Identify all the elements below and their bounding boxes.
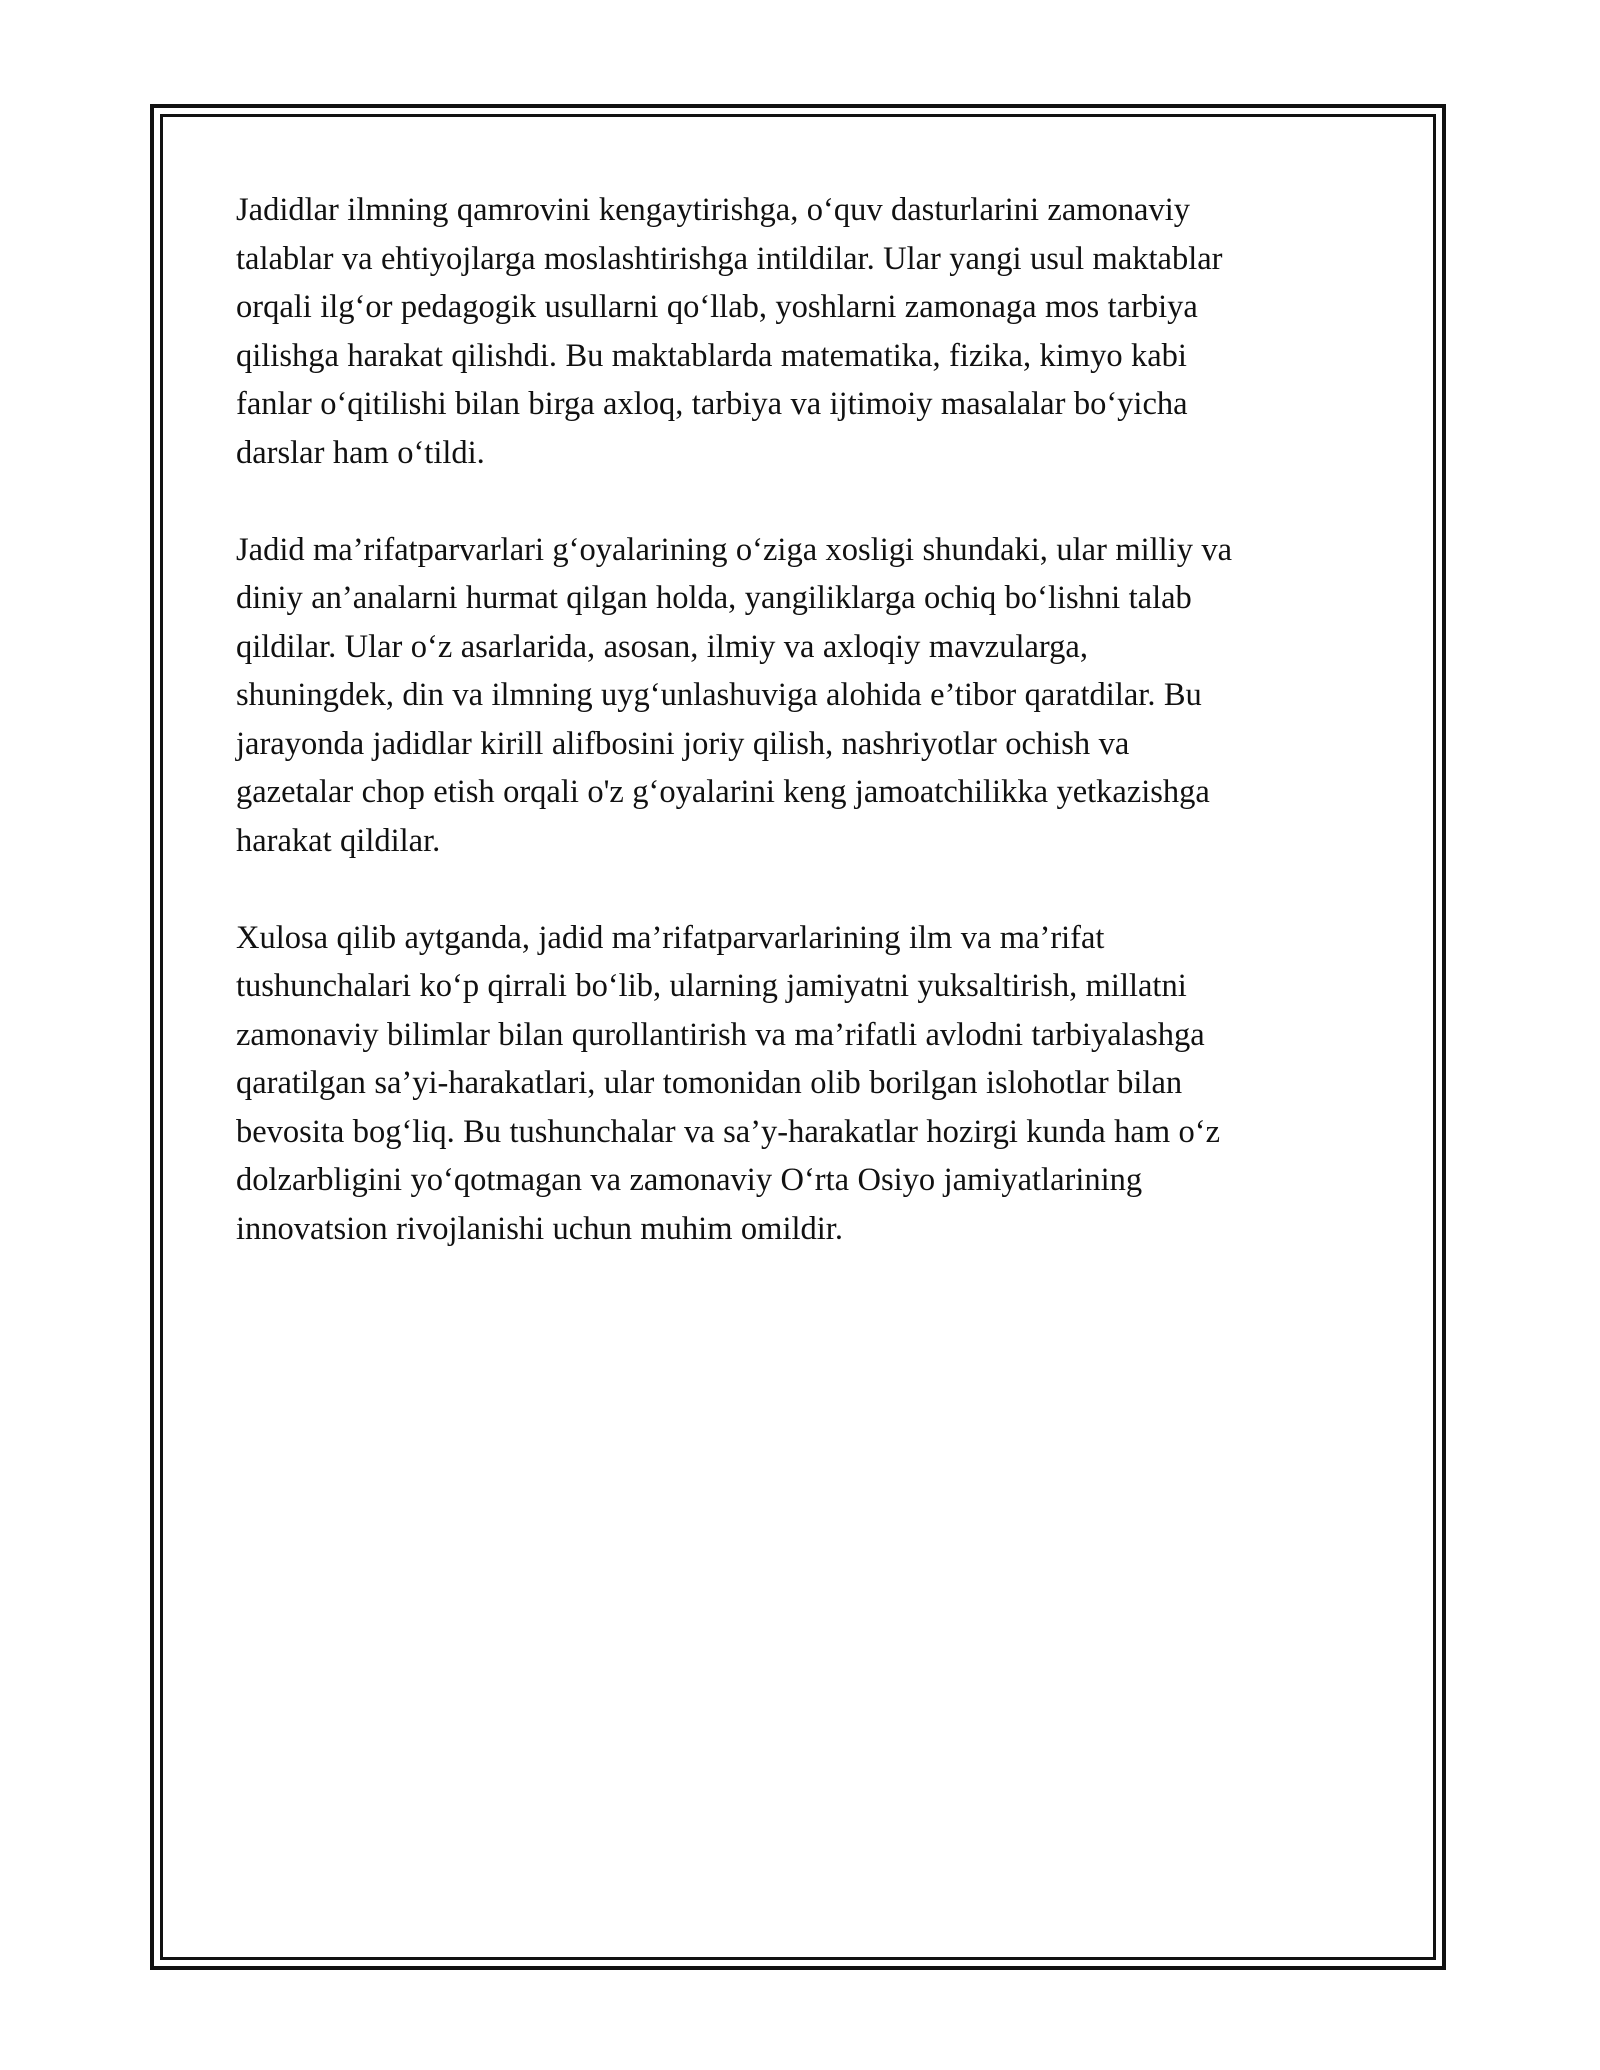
paragraph-line: diniy an’analarni hurmat qilgan holda, yangiliklarga ochiq bo‘lishni talab <box>236 580 1192 616</box>
paragraph-3 <box>236 914 1366 1254</box>
paragraph-line: qildilar. Ular o‘z asarlarida, asosan, ilmiy va axloqiy mavzularga, <box>236 628 1088 665</box>
paragraph-line: harakat qildilar. <box>236 822 441 859</box>
paragraph-line: darslar ham o‘tildi. <box>236 434 485 471</box>
paragraph-line: orqali ilg‘or pedagogik usullarni qo‘llab, yoshlarni zamonaga mos tarbiya <box>236 289 1198 325</box>
paragraph-line: fanlar o‘qitilishi bilan birga axloq, tarbiya va ijtimoiy masalalar bo‘yicha <box>236 386 1188 422</box>
paragraph-1 <box>236 186 1366 477</box>
paragraph-line: Xulosa qilib aytganda, jadid ma’rifatparvarlarining ilm va ma’rifat <box>236 919 1105 956</box>
paragraph-line: innovatsion rivojlanishi uchun muhim omildir. <box>236 1210 843 1247</box>
paragraph-line: shuningdek, din va ilmning uyg‘unlashuviga alohida e’tibor qaratdilar. Bu <box>236 677 1202 713</box>
paragraph-line: bevosita bog‘liq. Bu tushunchalar va sa’y-harakatlar hozirgi kunda ham o‘z <box>236 1113 1221 1150</box>
paragraph-line: qaratilgan sa’yi-harakatlari, ular tomonidan olib borilgan islohotlar bilan <box>236 1065 1183 1101</box>
paragraph-line: Jadid ma’rifatparvarlari g‘oyalarining o‘ziga xosligi shundaki, ular milliy va <box>236 531 1233 568</box>
paragraph-line: gazetalar chop etish orqali o'z g‘oyalarini keng jamoatchilikka yetkazishga <box>236 774 1210 810</box>
paragraph-line: Jadidlar ilmning qamrovini kengaytirishga, o‘quv dasturlarini zamonaviy <box>236 192 1191 228</box>
paragraph-2 <box>236 526 1366 866</box>
paragraph-line: talablar va ehtiyojlarga moslashtirishga intildilar. Ular yangi usul maktablar <box>236 240 1223 277</box>
paragraph-line: tushunchalari ko‘p qirrali bo‘lib, ularning jamiyatni yuksaltirish, millatni <box>236 968 1187 1004</box>
paragraph-line: jarayonda jadidlar kirill alifbosini joriy qilish, nashriyotlar ochish va <box>236 725 1130 762</box>
paragraph-line: dolzarbligini yo‘qotmagan va zamonaviy O‘rta Osiyo jamiyatlarining <box>236 1162 1143 1198</box>
document-body <box>236 186 1366 1302</box>
paragraph-line: zamonaviy bilimlar bilan qurollantirish va ma’rifatli avlodni tarbiyalashga <box>236 1016 1205 1053</box>
paragraph-line: qilishga harakat qilishdi. Bu maktablarda matematika, fizika, kimyo kabi <box>236 337 1187 374</box>
